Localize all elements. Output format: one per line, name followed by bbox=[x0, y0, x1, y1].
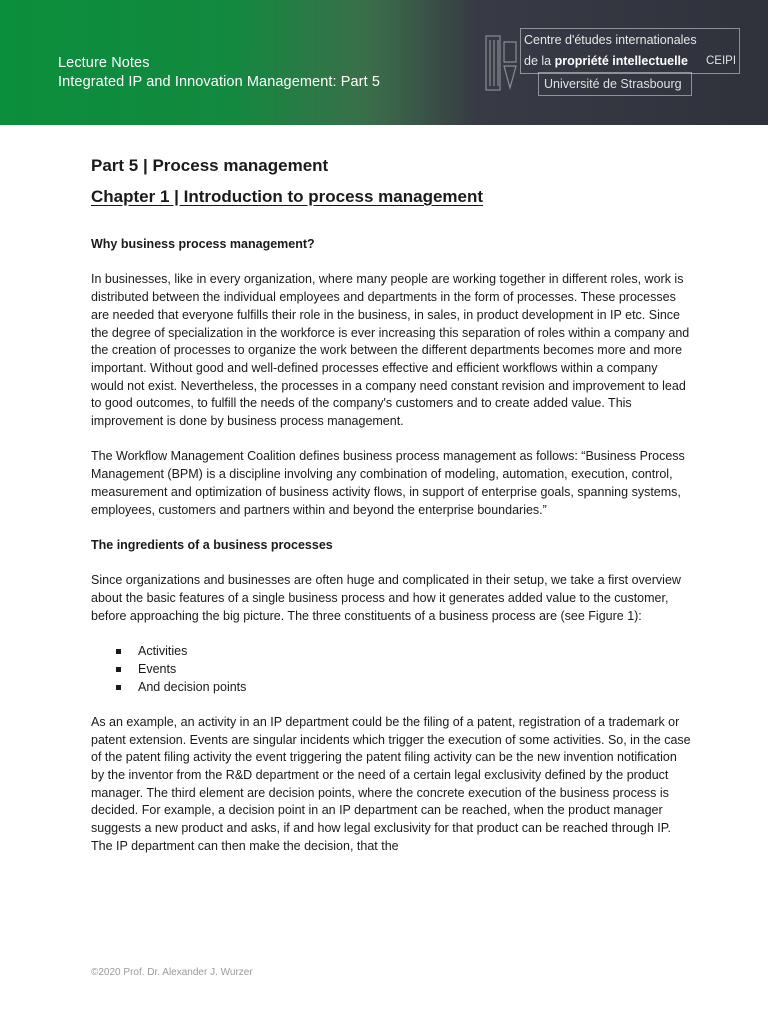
institution-logo bbox=[484, 28, 740, 98]
list-item: Activities bbox=[91, 643, 691, 661]
institution-abbreviation: CEIPI bbox=[706, 55, 737, 67]
paragraph-overview: Since organizations and businesses are often huge and complicated in their setup, we take a first overview about the basic features of a single business process and how it generates added value to the customer, before approaching the big picture. The three constituents of a business process are (see Figure 1): bbox=[91, 573, 681, 623]
institution-line-2-prefix: de la bbox=[524, 54, 555, 68]
paragraph-intro: In businesses, like in every organization, where many people are working together in different roles, work is distributed between the individual employees and departments in the form of processes. These processes are needed that everyone fulfills their role in the business, in sales, in product development in IP etc. Since the degree of specialization in the workforce is ever increasing this separation of roles within a company and the creation of processes to organize the work between the different departments becomes more and more important. Without good and well-defined processes effective and efficient workflows within a company would not exist. Nevertheless, the processes in a company need constant revision and improvement to lead to good outcomes, to fulfill the needs of the company's customers and to create added value. This improvement is done by business process management. bbox=[91, 272, 690, 429]
list-item: Events bbox=[91, 661, 691, 679]
header-line-2: Integrated IP and Innovation Management: Part 5 bbox=[58, 74, 381, 90]
ceipi-emblem-icon bbox=[484, 32, 520, 94]
header-line-1: Lecture Notes bbox=[58, 55, 150, 71]
header-banner bbox=[0, 0, 768, 125]
list-item: And decision points bbox=[91, 679, 691, 697]
section-heading-why-bpm: Why business process management? bbox=[91, 237, 315, 251]
institution-line-1: Centre d'études internationales bbox=[524, 33, 697, 47]
paragraph-example: As an example, an activity in an IP department could be the filing of a patent, registration of a trademark or patent extension. Events are singular incidents which trigger the execution of some activities. So, in the case of the patent filing activity the event triggering the patent filing activity can be the new invention notification by the inventor from the R&D department or the need of a certain legal exclusivity defined by the product manager. The third element are decision points, where the concrete execution of the business process is decided. For example, a decision point in an IP department can be reached, when the product manager suggests a new product and asks, if and how legal exclusivity for that product can be reached through IP. The IP department can then make the decision, that the bbox=[91, 714, 691, 853]
institution-line-2-bold: propriété intellectuelle bbox=[554, 54, 688, 68]
institution-line-2 bbox=[524, 54, 688, 68]
part-title: Part 5 | Process management bbox=[91, 156, 329, 175]
paragraph-wfmc-definition: The Workflow Management Coalition defines business process management as follows: “Business Process Management (BPM) is a discipline involving any combination of modeling, automation, execution, control, measurement and optimization of business activity flows, in support of enterprise goals, spanning systems, employees, customers and partners within and beyond the enterprise boundaries.” bbox=[91, 449, 685, 517]
footer-copyright: ©2020 Prof. Dr. Alexander J. Wurzer bbox=[91, 967, 253, 978]
document-body bbox=[91, 155, 691, 856]
section-heading-ingredients: The ingredients of a business processes bbox=[91, 537, 333, 552]
chapter-title: Chapter 1 | Introduction to process management bbox=[91, 187, 484, 206]
constituents-list bbox=[91, 643, 691, 696]
header-titles bbox=[58, 54, 380, 92]
institution-university: Université de Strasbourg bbox=[544, 77, 682, 91]
